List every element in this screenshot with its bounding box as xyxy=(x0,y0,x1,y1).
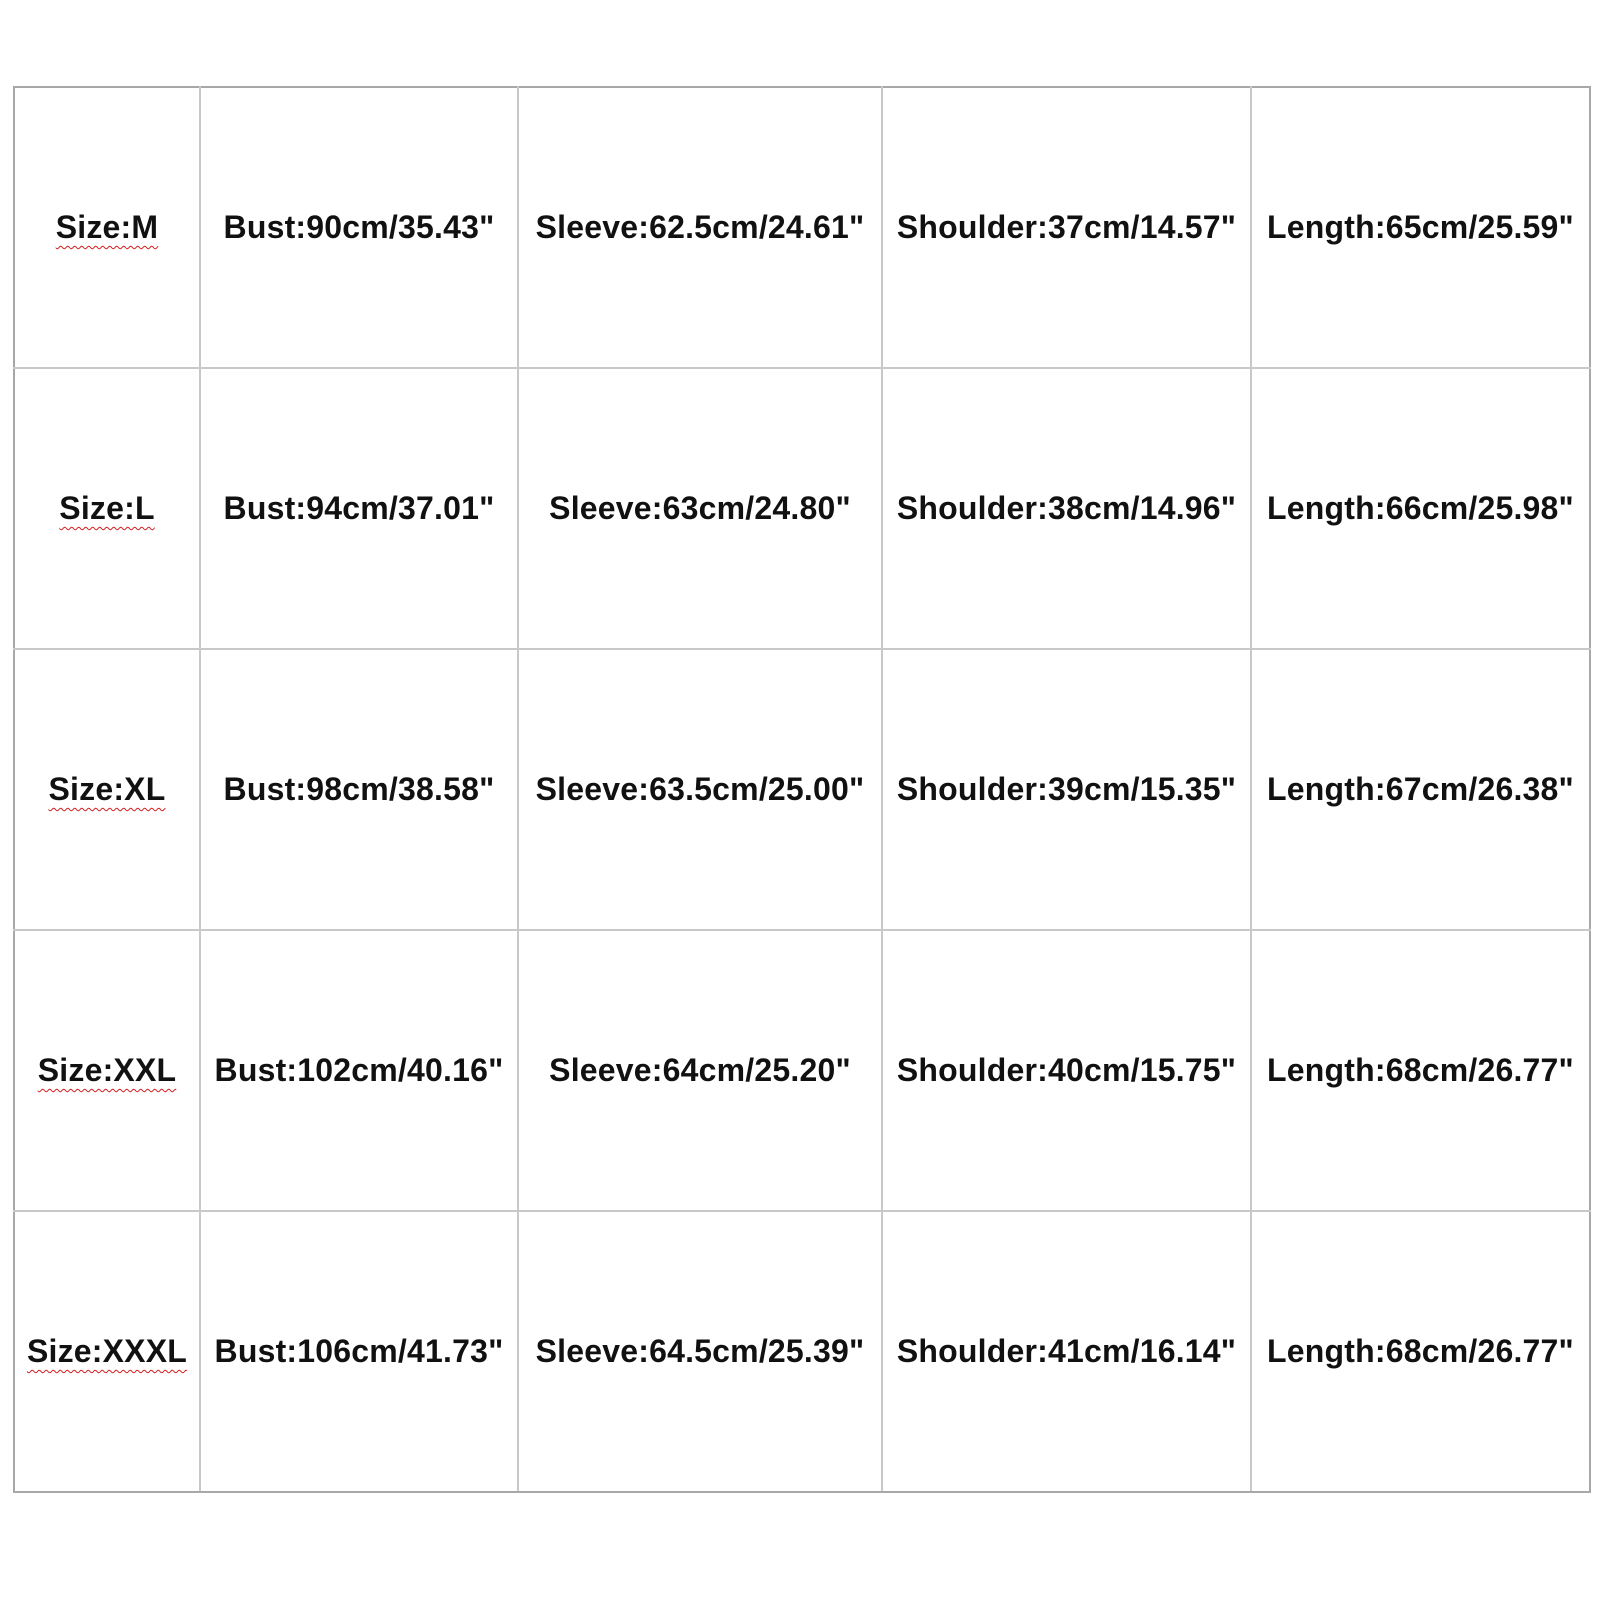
shoulder-cell: Shoulder:37cm/14.57" xyxy=(882,87,1251,368)
bust-cell: Bust:94cm/37.01" xyxy=(200,368,518,649)
length-cell: Length:66cm/25.98" xyxy=(1251,368,1590,649)
bust-cell: Bust:98cm/38.58" xyxy=(200,649,518,930)
table-row xyxy=(14,1211,1590,1492)
size-chart-table xyxy=(13,86,1591,1493)
sleeve-cell: Sleeve:64.5cm/25.39" xyxy=(518,1211,882,1492)
size-cell xyxy=(14,930,200,1211)
sleeve-cell: Sleeve:64cm/25.20" xyxy=(518,930,882,1211)
size-label: Size:XXXL xyxy=(26,1333,188,1369)
table-row xyxy=(14,368,1590,649)
sleeve-cell: Sleeve:62.5cm/24.61" xyxy=(518,87,882,368)
length-cell: Length:67cm/26.38" xyxy=(1251,649,1590,930)
size-cell xyxy=(14,1211,200,1492)
shoulder-cell: Shoulder:41cm/16.14" xyxy=(882,1211,1251,1492)
bust-cell: Bust:102cm/40.16" xyxy=(200,930,518,1211)
bust-cell: Bust:90cm/35.43" xyxy=(200,87,518,368)
table-row xyxy=(14,87,1590,368)
size-label: Size:L xyxy=(59,490,155,526)
size-cell xyxy=(14,649,200,930)
length-cell: Length:65cm/25.59" xyxy=(1251,87,1590,368)
size-label: Size:XXL xyxy=(37,1052,177,1088)
size-label: Size:XL xyxy=(48,771,166,807)
table-row xyxy=(14,649,1590,930)
length-cell: Length:68cm/26.77" xyxy=(1251,1211,1590,1492)
bust-cell: Bust:106cm/41.73" xyxy=(200,1211,518,1492)
shoulder-cell: Shoulder:38cm/14.96" xyxy=(882,368,1251,649)
length-cell: Length:68cm/26.77" xyxy=(1251,930,1590,1211)
size-cell xyxy=(14,368,200,649)
size-label: Size:M xyxy=(55,209,159,245)
shoulder-cell: Shoulder:39cm/15.35" xyxy=(882,649,1251,930)
sleeve-cell: Sleeve:63cm/24.80" xyxy=(518,368,882,649)
table-row xyxy=(14,930,1590,1211)
size-cell xyxy=(14,87,200,368)
shoulder-cell: Shoulder:40cm/15.75" xyxy=(882,930,1251,1211)
sleeve-cell: Sleeve:63.5cm/25.00" xyxy=(518,649,882,930)
